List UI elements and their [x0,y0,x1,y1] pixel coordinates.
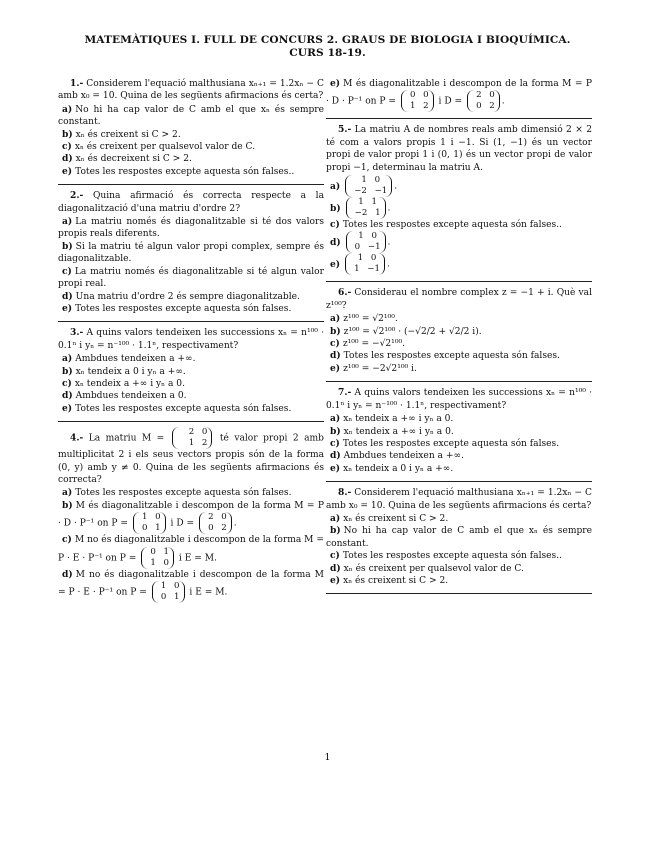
matrix-p: 1 0 0 1 [133,512,166,534]
option-a: a) xₙ tendeix a +∞ i yₙ a 0. [330,413,454,425]
problem-number: 7.- [338,387,352,399]
option-b: b) xₙ tendeix a 0 i yₙ a +∞. [62,365,186,377]
problem-number: 5.- [338,124,352,136]
option-b: b) xₙ és creixent si C > 2. [62,128,181,140]
option-a: a) La matriu només és diagonalitzable si té dos valors propis reals diferents. [58,216,324,240]
matrix-p: 0 1 1 0 [141,547,174,569]
option-e: e) 1 0 1 −1 . [330,253,390,275]
option-c: c) M no és diagonalitzable i descompon de la forma M = P · E · P⁻¹ on P = 0 1 1 0 i E = M. [58,534,324,568]
option-b: b) Si la matriu té algun valor propi complex, sempre és diagonalitzable. [58,240,324,265]
title-line-1: MATEMÀTIQUES I. FULL DE CONCURS 2. GRAUS DE BIOLOGIA I BIOQUÍMICA. [84,34,571,46]
option-a: a) Ambdues tendeixen a +∞. [62,353,196,365]
option-e: e) M és diagonalitzable i descompon de la forma M = P · D · P⁻¹ on P = 0 0 1 2 i D = 2 0 0 2 . [326,78,592,112]
problem-4-continued [326,78,592,118]
option-d: d) Totes les respostes excepte aquesta són falses. [330,350,560,362]
problem-number: 1.- [70,78,84,89]
option-d: d) 1 0 0 −1 . [330,231,391,253]
matrix: 1 1 −2 1 [346,197,386,219]
question-text: Quina afirmació és correcta respecte a la diagonalització d'una matriu d'ordre 2? [58,191,324,214]
option-b: b) No hi ha cap valor de C amb el que xₙ és sempre constant. [326,525,592,549]
matrix-d: 2 0 0 2 [467,90,500,112]
problem-number: 6.- [338,287,352,299]
option-d: d) Ambdues tendeixen a +∞. [330,450,464,462]
problem-3 [58,321,324,421]
question-text: Considerau el nombre complex z = −1 + i. Què val z¹⁰⁰? [326,288,592,311]
matrix-m: 2 0 1 2 [172,427,213,449]
option-c: c) xₙ tendeix a +∞ i yₙ a 0. [62,377,185,389]
option-d: d) Una matriu d'ordre 2 és sempre diagonalitzable. [62,290,300,302]
option-e: e) Totes les respostes excepte aquesta són falses. [62,302,292,314]
option-e: e) Totes les respostes excepte aquesta són falses. [62,402,292,414]
option-d: d) xₙ és creixent per qualsevol valor de C. [330,562,524,574]
matrix: 1 0 −2 −1 [345,175,392,197]
option-d: d) M no és diagonalitzable i descompon de la forma M = P · E · P⁻¹ on P = 1 0 0 1 i E = M. [58,568,324,602]
problem-6 [326,281,592,381]
option-c: c) xₙ és creixent per qualsevol valor de C. [62,141,256,153]
option-c: c) Totes les respostes excepte aquesta són falses. [330,437,560,449]
option-c: c) La matriu només és diagonalitzable si té algun valor propi real. [58,265,324,290]
problem-1 [58,78,324,184]
page-number: 1 [324,752,331,763]
option-a: a) Totes les respostes excepte aquesta són falses. [62,487,292,499]
matrix-d: 2 0 0 2 [199,512,232,534]
option-b: b) z¹⁰⁰ = √2¹⁰⁰ · (−√2/2 + √2/2 i). [330,325,482,337]
question-text: Considerem l'equació malthusiana xₙ₊₁ = 1.2xₙ − C amb x₀ = 10. Quina de les següents afirmacions és certa? [326,488,592,511]
option-b: b) xₙ tendeix a +∞ i yₙ a 0. [330,425,454,437]
option-b: b) M és diagonalitzable i descompon de la forma M = P · D · P⁻¹ on P = 1 0 0 1 i D = 2 0 0 2 . [58,499,324,534]
problem-4: 4.- La matriu M = 2 0 1 2 té valor propi 2 amb multiplicitat 2 i els seus vectors propis són de la forma (0, y) amb y ≠ 0. Quina de les següents afirmacions és correcta? a) Totes les respostes excepte aquesta són falses. b) M és diagonalitzable i descompon de la forma M = P · D · P⁻¹ on P = 1 0 0 1 i D = 2 0 0 2 . c) M no és diagonalitzable i descompon de la forma M = P · E · P⁻¹ on P = 0 1 1 0 i E = M. d) M no és diagonalitzable i descompon de la forma M = P · E · P⁻¹ on P = 1 0 0 1 i E = M. [58,421,324,609]
page-title [40,34,615,60]
problem-number: 4.- [70,432,84,444]
option-a: a) xₙ és creixent si C > 2. [330,512,449,524]
matrix: 1 0 0 −1 [346,231,386,253]
problem-number: 8.- [338,487,352,499]
left-column [58,78,324,609]
problem-5 [326,118,592,281]
question-text: Considerem l'equació malthusiana xₙ₊₁ = 1.2xₙ − C amb x₀ = 10. Quina de les següents afirmacions és certa? [58,79,324,102]
matrix-p: 0 0 1 2 [401,90,434,112]
option-a: a) z¹⁰⁰ = √2¹⁰⁰. [330,313,398,325]
problem-2 [58,184,324,321]
question-text: A quins valors tendeixen les successions xₙ = n¹⁰⁰ · 0.1ⁿ i yₙ = n⁻¹⁰⁰ · 1.1ⁿ, respectivament? [58,328,324,351]
option-c: c) Totes les respostes excepte aquesta són falses.. [330,550,562,562]
option-a: a) No hi ha cap valor de C amb el que xₙ és sempre constant. [58,103,324,128]
option-b: b) 1 1 −2 1 . [330,197,391,219]
option-e: e) Totes les respostes excepte aquesta són falses.. [62,165,295,177]
option-d: d) Ambdues tendeixen a 0. [62,390,187,402]
option-c: c) Totes les respostes excepte aquesta són falses.. [330,219,562,231]
question-text: La matriu A de nombres reals amb dimensió 2 × 2 té com a valors propis 1 i −1. Si (1, −1) és un vector propi de valor propi 1 i (0, 1) és un vector propi de valor propi −1, determinau la matriu A. [326,125,592,173]
matrix: 1 0 1 −1 [345,253,385,275]
right-column [326,78,592,594]
matrix-p: 1 0 0 1 [152,581,185,603]
option-c: c) z¹⁰⁰ = −√2¹⁰⁰. [330,338,405,350]
problem-8 [326,481,592,594]
problem-number: 2.- [70,190,84,202]
option-e: e) xₙ és creixent si C > 2. [330,574,449,586]
question-text: A quins valors tendeixen les successions xₙ = n¹⁰⁰ · 0.1ⁿ i yₙ = n⁻¹⁰⁰ · 1.1ⁿ, respectivament? [326,388,592,411]
option-a: a) 1 0 −2 −1 . [330,175,398,197]
title-line-2: CURS 18-19. [289,47,366,59]
option-d: d) xₙ és decreixent si C > 2. [62,153,192,165]
problem-7 [326,381,592,481]
problem-number: 3.- [70,327,84,339]
option-e: e) z¹⁰⁰ = −2√2¹⁰⁰ i. [330,362,417,374]
option-e: e) xₙ tendeix a 0 i yₙ a +∞. [330,462,454,474]
